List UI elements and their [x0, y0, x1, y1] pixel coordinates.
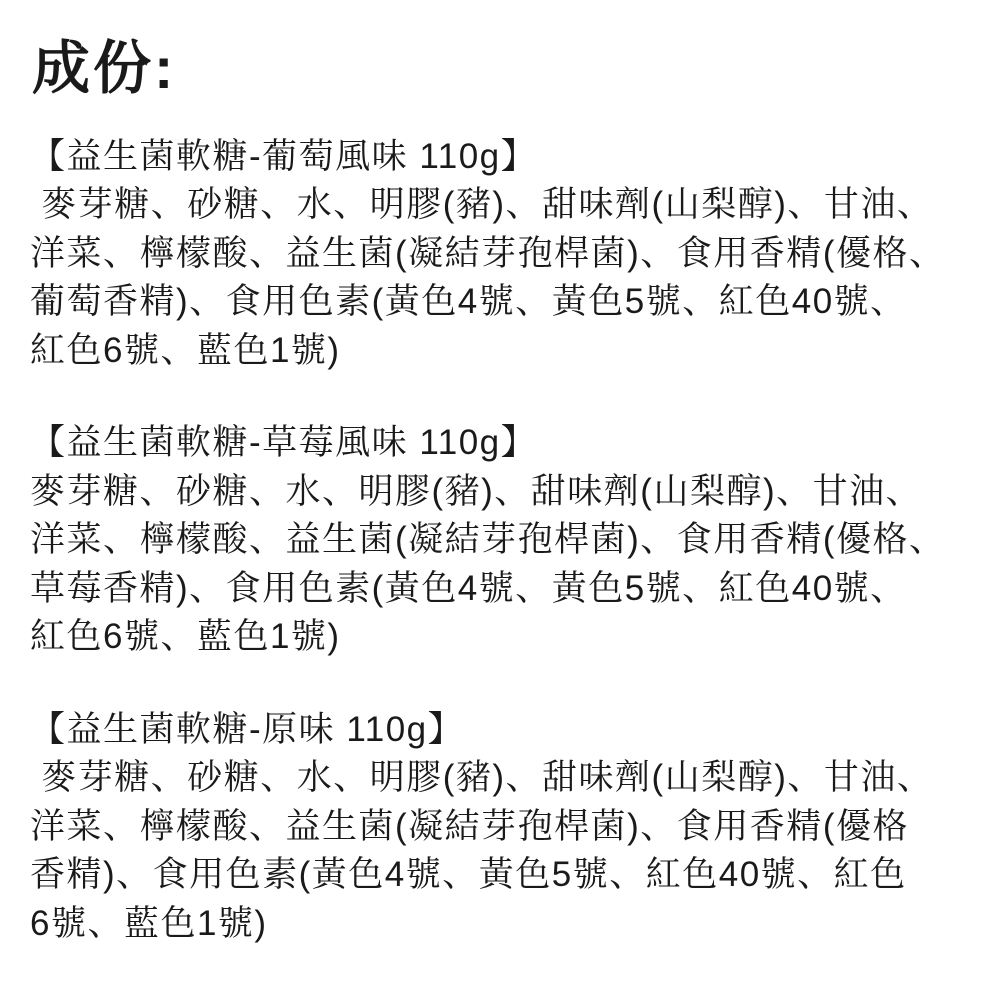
ingredients-line: 麥芽糖、砂糖、水、明膠(豬)、甜味劑(山梨醇)、甘油、 — [30, 185, 934, 225]
product-header-grape: 【益生菌軟糖-葡萄風味 110g】 — [30, 136, 538, 176]
ingredients-line: 葡萄香精)、食用色素(黃色4號、黃色5號、紅色40號、 — [30, 282, 907, 322]
section-original-flavor — [30, 706, 990, 949]
ingredients-line: 洋菜、檸檬酸、益生菌(凝結芽孢桿菌)、食用香精(優格 — [30, 806, 909, 846]
ingredients-line: 麥芽糖、砂糖、水、明膠(豬)、甜味劑(山梨醇)、甘油、 — [30, 471, 923, 511]
ingredients-line: 洋菜、檸檬酸、益生菌(凝結芽孢桿菌)、食用香精(優格、 — [30, 520, 946, 560]
ingredients-line: 草莓香精)、食用色素(黃色4號、黃色5號、紅色40號、 — [30, 568, 907, 608]
ingredients-line: 紅色6號、藍色1號) — [30, 617, 341, 657]
page-title: 成份: — [32, 36, 177, 101]
ingredients-line: 紅色6號、藍色1號) — [30, 330, 341, 370]
ingredients-line: 洋菜、檸檬酸、益生菌(凝結芽孢桿菌)、食用香精(優格、 — [30, 233, 946, 273]
ingredients-line: 香精)、食用色素(黃色4號、黃色5號、紅色40號、紅色 — [30, 855, 907, 895]
section-grape-flavor — [30, 133, 990, 376]
section-strawberry-flavor — [30, 419, 990, 662]
ingredients-line: 6號、藍色1號) — [30, 903, 268, 943]
ingredients-line: 麥芽糖、砂糖、水、明膠(豬)、甜味劑(山梨醇)、甘油、 — [30, 758, 934, 798]
product-header-original: 【益生菌軟糖-原味 110g】 — [30, 709, 465, 749]
product-header-strawberry: 【益生菌軟糖-草莓風味 110g】 — [30, 423, 538, 463]
